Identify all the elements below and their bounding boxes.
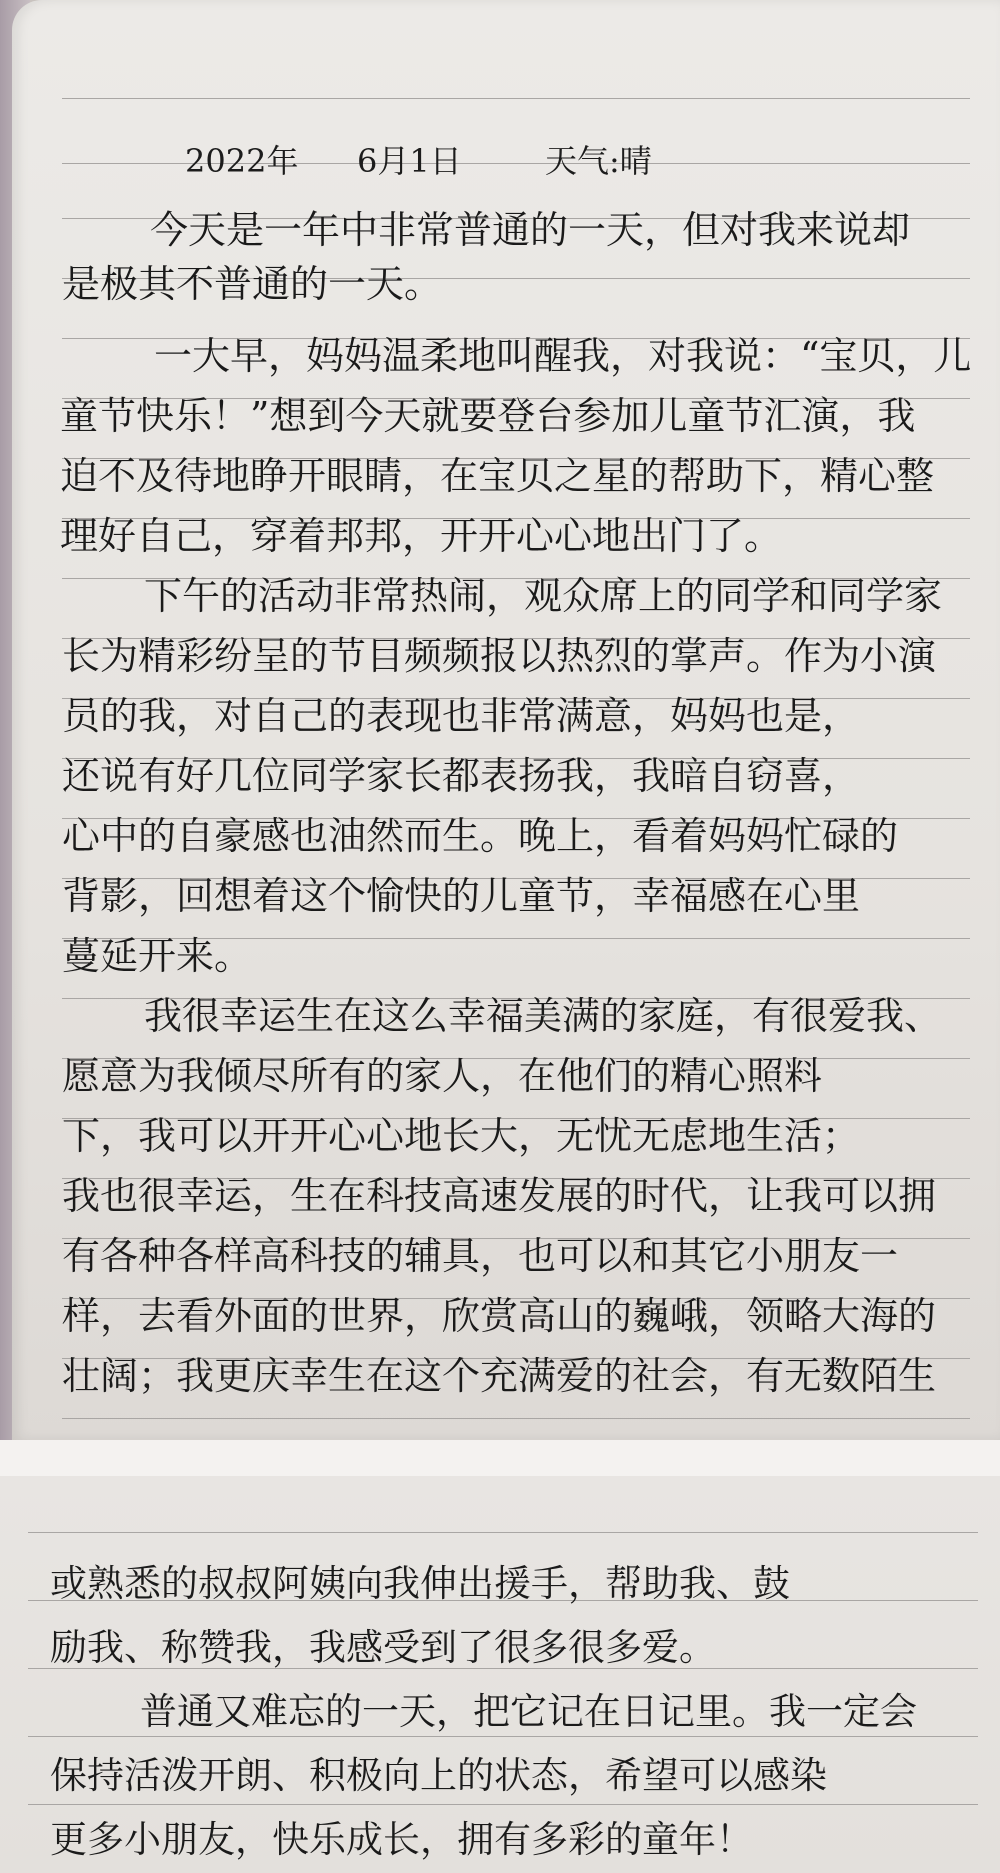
diary-line: 更多小朋友，快乐成长，拥有多彩的童年！	[50, 1818, 753, 1861]
diary-line: 还说有好几位同学家长都表扬我，我暗自窃喜，	[62, 754, 861, 798]
image-seam	[0, 1440, 1000, 1476]
ruled-line	[28, 1532, 978, 1533]
diary-line: 心中的自豪感也油然而生。晚上，看着妈妈忙碌的	[62, 814, 899, 858]
ruled-line	[62, 98, 970, 99]
diary-line: 励我、称赞我，我感受到了很多很多爱。	[50, 1626, 716, 1669]
diary-line: 童节快乐！”想到今天就要登台参加儿童节汇演，我	[60, 394, 916, 438]
diary-line: 蔓延开来。	[62, 934, 253, 978]
diary-date-header	[12, 132, 1000, 182]
diary-line: 理好自己，穿着邦邦，开开心心地出门了。	[60, 514, 783, 558]
diary-line: 背影，回想着这个愉快的儿童节，幸福感在心里	[62, 874, 861, 918]
notebook-page-1	[12, 0, 1000, 1440]
diary-line: 迫不及待地睁开眼睛，在宝贝之星的帮助下，精心整	[60, 454, 935, 498]
ruled-line	[62, 1418, 970, 1419]
diary-line: 是极其不普通的一天。	[62, 262, 443, 306]
diary-weather: 天气:晴	[545, 142, 652, 180]
diary-line: 今天是一年中非常普通的一天，但对我来说却	[150, 208, 911, 252]
diary-line: 下，我可以开开心心地长大，无忧无虑地生活；	[62, 1114, 861, 1158]
diary-line: 我很幸运生在这么幸福美满的家庭，有很爱我、	[144, 994, 943, 1038]
diary-line: 保持活泼开朗、积极向上的状态，希望可以感染	[50, 1754, 827, 1797]
diary-line: 样，去看外面的世界，欣赏高山的巍峨，领略大海的	[62, 1294, 937, 1338]
diary-line: 一大早，妈妈温柔地叫醒我，对我说：“宝贝，儿	[154, 334, 972, 378]
diary-line: 下午的活动非常热闹，观众席上的同学和同学家	[144, 574, 943, 618]
diary-line: 员的我，对自己的表现也非常满意，妈妈也是，	[62, 694, 861, 738]
diary-line: 或熟悉的叔叔阿姨向我伸出援手，帮助我、鼓	[50, 1562, 790, 1605]
diary-day: 6月1日	[357, 142, 462, 180]
diary-line: 长为精彩纷呈的节目频频报以热烈的掌声。作为小演	[62, 634, 937, 678]
diary-line: 有各种各样高科技的辅具，也可以和其它小朋友一	[62, 1234, 899, 1278]
notebook-page-2	[0, 1476, 1000, 1873]
diary-line: 壮阔；我更庆幸生在这个充满爱的社会，有无数陌生	[62, 1354, 937, 1398]
diary-year: 2022年	[185, 142, 299, 180]
diary-line: 我也很幸运，生在科技高速发展的时代，让我可以拥	[62, 1174, 937, 1218]
diary-line: 普通又难忘的一天，把它记在日记里。我一定会	[140, 1690, 917, 1733]
diary-line: 愿意为我倾尽所有的家人，在他们的精心照料	[62, 1054, 823, 1098]
